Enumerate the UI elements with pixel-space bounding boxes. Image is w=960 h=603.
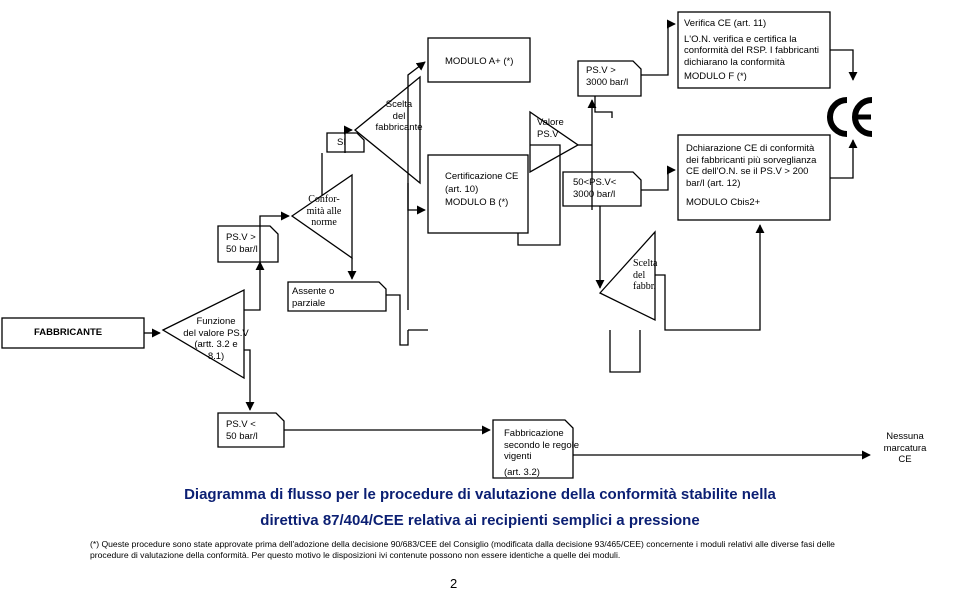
certificazione-label: Certificazione CE (art. 10) MODULO B (*) xyxy=(445,171,519,208)
modulo-a-plus-label: MODULO A+ (*) xyxy=(445,56,514,67)
ce-mark-logo xyxy=(827,97,879,142)
scelta-fabbr-label: Scelta del fabbr. xyxy=(633,258,658,292)
dichiarazione-label: Dchiarazione CE di conformità dei fabbricanti più sorveglianza CE dell'O.N. se il PS.V > 200 bar/l (art. 12) MODULO Cbis2+ xyxy=(686,143,817,208)
footnote: (*) Queste procedure sono state approvate prima dell'adozione della decisione 90/683/CEE del Consiglio (modificata dalla decisione 93/465/CEE) concernente i moduli relativi alle diverse fasi delle procedure di valutazione della conformità. Per questo motivo le disposizioni ivi contenute possono non essere identiche a quelle dei moduli. xyxy=(90,539,835,560)
verifica-label: Verifica CE (art. 11) L'O.N. verifica e certifica la conformità del RSP. I fabbricanti dichiarano la conformità MODULO F (*) xyxy=(684,18,820,82)
title-line-2: direttiva 87/404/CEE relativa ai recipienti semplici a pressione xyxy=(260,512,700,529)
ps-gt-50-label: PS.V > 50 bar/l xyxy=(226,232,258,255)
si-label: SI xyxy=(337,137,346,148)
conformita-label: Confor- mità alle norme xyxy=(306,194,342,228)
nessuna-label: Nessuna marcatura CE xyxy=(883,431,927,465)
title-line-1: Diagramma di flusso per le procedure di valutazione della conformità stabilite nella xyxy=(184,486,776,503)
fabbricante-label: FABBRICANTE xyxy=(34,327,103,338)
ps-lt-50-label: PS.V < 50 bar/l xyxy=(226,419,258,442)
scelta-fabbricante-label: Scelta del fabbricante xyxy=(375,99,423,133)
range-label: 50<PS.V< 3000 bar/l xyxy=(573,177,617,200)
valore-ps-label: Valore PS.V xyxy=(537,117,564,140)
fabbricazione-label: Fabbricazione secondo le regole vigenti (art. 3.2) xyxy=(504,428,579,478)
ps-gt-3000-label: PS.V > 3000 bar/l xyxy=(586,65,629,88)
assente-label: Assente o parziale xyxy=(292,286,335,309)
page-number: 2 xyxy=(450,576,458,591)
funzione-label: Funzione del valore PS.V (artt. 3.2 e 8.1) xyxy=(183,316,249,362)
